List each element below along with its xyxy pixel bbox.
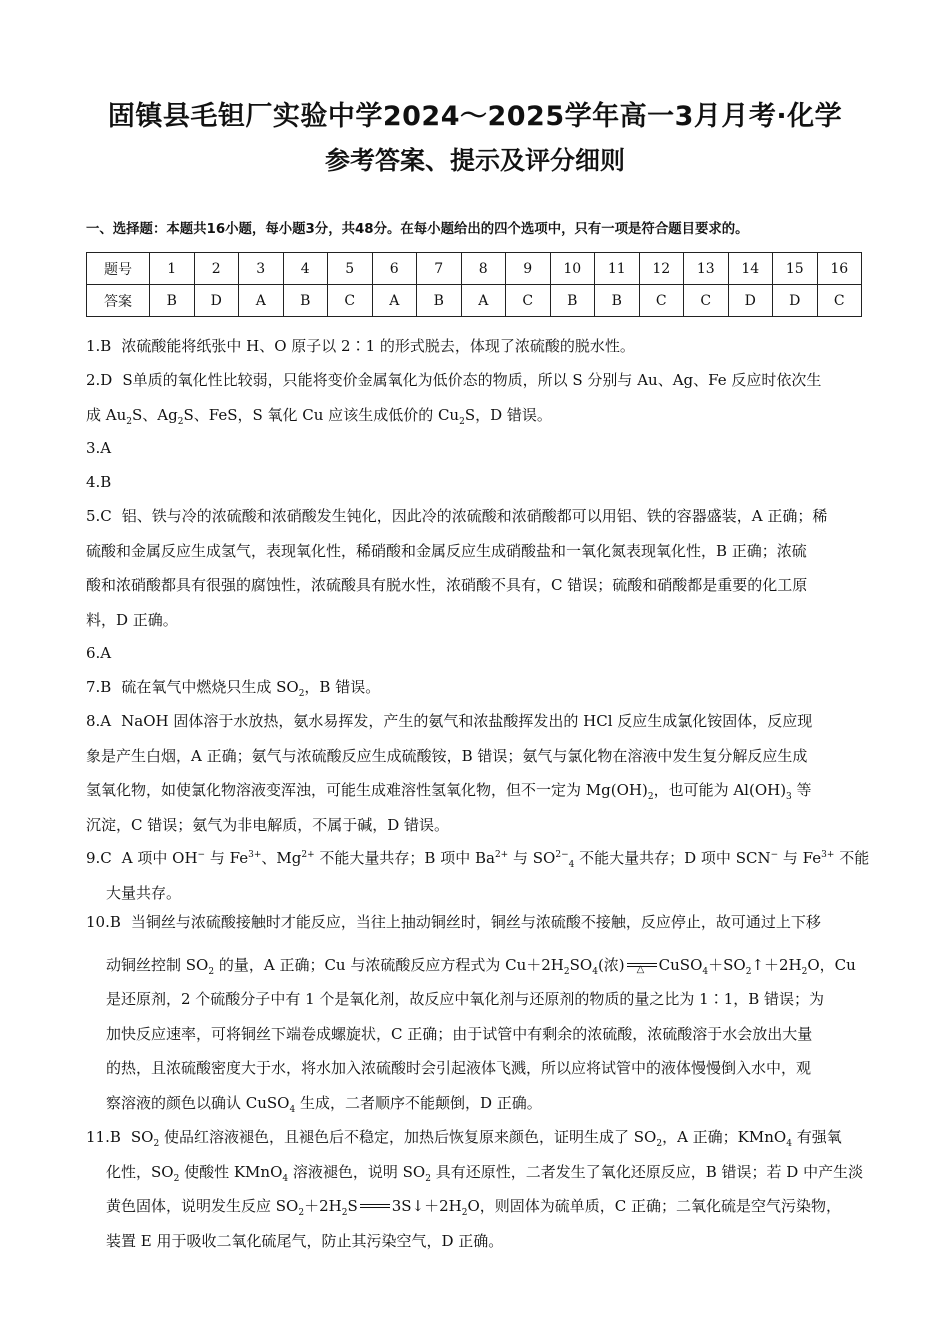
item-text: S，D 错误。: [464, 405, 552, 424]
answer-cell: C: [639, 285, 684, 317]
answer-cell: B: [150, 285, 195, 317]
item-text: ，也可能为 Al(OH): [653, 781, 787, 799]
item-text: O，则固体为硫单质，C 正确；二氧化硫是空气污染物，: [467, 1197, 842, 1215]
item-text: 大量共存。: [106, 883, 182, 902]
explanation-item-2: [86, 363, 871, 432]
item-text: 浓硫酸能将纸张中 H、O 原子以 2∶1 的形式脱去，体现了浓硫酸的脱水性。: [121, 337, 635, 355]
subscript: 2: [126, 416, 132, 427]
item-text: (浓): [597, 955, 625, 974]
subscript: 2: [425, 1173, 431, 1184]
answer-cell: C: [817, 285, 862, 317]
subscript: 2: [177, 416, 184, 427]
item-text: 使品红溶液褪色，且褪色后不稳定，加热后恢复原来颜色，证明生成了 SO: [159, 1128, 657, 1146]
superscript: 3+: [248, 850, 262, 860]
row-label-number: 题号: [87, 253, 150, 285]
subscript: 4: [568, 860, 575, 870]
question-number: 9: [506, 253, 551, 285]
subscript: 2: [801, 966, 808, 977]
item-text: 与 SO: [508, 849, 556, 867]
question-number: 10: [550, 253, 595, 285]
superscript: 3+: [821, 850, 835, 860]
item-text: 的热，且浓硫酸密度大于水，将水加入浓硫酸时会引起液体飞溅，所以应将试管中的液体慢慢倒入水中，观: [106, 1059, 812, 1077]
item-text: 察溶液的颜色以确认 CuSO: [106, 1093, 290, 1112]
subscript: 2: [563, 966, 570, 977]
subscript: 4: [289, 1104, 296, 1115]
item-text: 加快反应速率，可将铜丝下端卷成螺旋状，C 正确；由于试管中有剩余的浓硫酸，浓硫酸溶于水会放出大量: [106, 1024, 813, 1043]
equation-line: [86, 948, 871, 983]
item-text: 与 Fe: [778, 849, 822, 867]
item-text: 装置 E 用于吸收二氧化硫尾气，防止其污染空气，D 正确。: [106, 1231, 504, 1250]
question-number: 13: [684, 253, 729, 285]
explanation-item-4: [86, 465, 871, 500]
item-text: 不能大量共存；D 项中 SCN: [574, 849, 771, 867]
answer-cell: A: [461, 285, 506, 317]
item-text: 酸和浓硝酸都具有很强的腐蚀性，浓硫酸具有脱水性，浓硝酸不具有，C 错误；硫酸和硝酸都是重要的化工原: [86, 576, 808, 594]
answer-table-answer-row: [87, 285, 862, 317]
item-text: 、Mg: [261, 849, 302, 867]
item-text: 氢氧化物，如使氯化物溶液变浑浊，可能生成难溶性氢氧化物，但不一定为 Mg(OH): [86, 781, 648, 799]
superscript: 2+: [494, 850, 509, 860]
answer-cell: A: [372, 285, 417, 317]
answer-cell: C: [684, 285, 729, 317]
item-text: NaOH 固体溶于水放热，氨水易挥发，产生的氨气和浓盐酸挥发出的 HCl 反应生成氯化铵固体，反应现: [121, 712, 813, 730]
explanation-item-11: [86, 1120, 871, 1258]
item-number: 7.B: [86, 678, 112, 696]
item-text: S单质的氧化性比较弱，只能将变价金属氧化为低价态的物质，所以 S 分别与 Au、Ag、Fe 反应时依次生: [122, 371, 822, 389]
item-number: 3.A: [86, 439, 112, 457]
item-text: 象是产生白烟，A 正确；氨气与浓硫酸反应生成硫酸铵，B 错误；氨气与氯化物在溶液中发生复分解反应生成: [86, 746, 808, 765]
page-title: 固镇县毛钽厂实验中学2024～2025学年高一3月月考·化学: [107, 101, 843, 132]
question-number: 1: [150, 253, 195, 285]
subscript: 4: [282, 1173, 289, 1184]
item-text: SO: [130, 1128, 154, 1146]
item-text: ＋SO: [708, 955, 746, 974]
subscript: 3: [786, 792, 792, 802]
item-number: 11.B: [86, 1128, 121, 1146]
explanation-item-10: [86, 905, 871, 1120]
question-number: 14: [728, 253, 773, 285]
item-text: ，A 正确；KMnO: [662, 1128, 787, 1146]
item-text: S: [347, 1197, 358, 1215]
row-label-answer: 答案: [87, 285, 150, 317]
question-number: 6: [372, 253, 417, 285]
question-number: 3: [239, 253, 284, 285]
subscript: 4: [592, 966, 598, 977]
item-text: S、FeS，S 氧化 Cu 应该生成低价的 Cu: [183, 405, 460, 424]
item-text: 动铜丝控制 SO: [106, 955, 209, 974]
question-number: 12: [639, 253, 684, 285]
subscript: 4: [786, 1139, 792, 1149]
question-number: 8: [461, 253, 506, 285]
item-text: 生成，二者顺序不能颠倒，D 正确。: [295, 1093, 542, 1112]
item-text: 不能: [834, 849, 870, 867]
question-number: 4: [283, 253, 328, 285]
item-text: 有强氧: [791, 1128, 842, 1146]
answer-cell: B: [283, 285, 328, 317]
item-text: 不能大量共存；B 项中 Ba: [314, 849, 495, 867]
answer-cell: A: [239, 285, 284, 317]
item-text: 成 Au: [86, 405, 127, 424]
item-text-line: [86, 1189, 871, 1224]
subscript: 2: [298, 1208, 305, 1218]
question-number: 15: [773, 253, 818, 285]
item-number: 6.A: [86, 644, 112, 662]
item-text: 是还原剂，2 个硫酸分子中有 1 个是氧化剂，故反应中氧化剂与还原剂的物质的量之比为 1∶1，B 错误；为: [106, 990, 825, 1008]
equals-sign: [358, 1200, 392, 1214]
item-text: 溶液褪色，说明 SO: [288, 1162, 426, 1181]
item-text: S、Ag: [132, 405, 178, 424]
item-text: ＋2H: [304, 1197, 342, 1215]
explanation-item-5: [86, 499, 871, 637]
explanation-item-9: [86, 841, 871, 910]
item-text: 硫酸和金属反应生成氢气，表现氧化性，稀硝酸和金属反应生成硝酸盐和一氧化氮表现氧化性，B 正确；浓硫: [86, 541, 807, 560]
item-text: 化性，SO: [106, 1162, 174, 1181]
item-text: 与 Fe: [205, 849, 249, 867]
question-number: 2: [194, 253, 239, 285]
item-text: SO: [569, 955, 593, 974]
subscript: 4: [702, 966, 709, 977]
item-text: 当铜丝与浓硫酸接触时才能反应，当往上抽动铜丝时，铜丝与浓硫酸不接触，反应停止，故可通过上下移: [130, 913, 821, 931]
item-number: 1.B: [86, 337, 112, 355]
answer-cell: B: [595, 285, 640, 317]
subscript: 2: [341, 1208, 348, 1218]
subscript: 2: [173, 1173, 180, 1184]
item-number: 4.B: [86, 473, 112, 491]
item-text: 沉淀，C 错误；氨气为非电解质，不属于碱，D 错误。: [86, 815, 450, 834]
item-number: 5.C: [86, 507, 112, 525]
double-line: [360, 1204, 390, 1208]
answer-cell: D: [773, 285, 818, 317]
item-text: ，B 错误。: [304, 678, 381, 696]
superscript: −: [770, 850, 779, 860]
item-text-line: [86, 1086, 871, 1121]
item-number: 10.B: [86, 913, 121, 931]
item-text: 铝、铁与冷的浓硫酸和浓硝酸发生钝化，因此冷的浓硫酸和浓硝酸都可以用铝、铁的容器盛装，A 正确；稀: [121, 507, 828, 525]
item-text: CuSO: [658, 955, 703, 974]
heat-triangle-icon: △: [636, 963, 645, 975]
heating-equals-sign: [625, 959, 659, 973]
superscript: −: [197, 850, 206, 860]
explanation-item-7: [86, 670, 871, 705]
item-text: ↑＋2H: [751, 955, 802, 974]
question-number: 7: [417, 253, 462, 285]
answer-cell: C: [506, 285, 551, 317]
question-number: 5: [328, 253, 373, 285]
item-number: 2.D: [86, 371, 113, 389]
superscript: 2−: [555, 850, 569, 860]
item-text-line: [86, 1155, 871, 1190]
question-number: 16: [817, 253, 862, 285]
section-heading: 一、选择题：本题共16小题，每小题3分，共48分。在每小题给出的四个选项中，只有一项是符合题目要求的。: [86, 222, 749, 237]
subscript: 2: [208, 966, 215, 977]
answer-cell: D: [194, 285, 239, 317]
subscript: 2: [647, 792, 654, 802]
superscript: 2+: [301, 850, 315, 860]
answer-cell: D: [728, 285, 773, 317]
answer-table: [86, 252, 862, 317]
subscript: 2: [461, 1208, 468, 1218]
item-text: 使酸性 KMnO: [179, 1162, 283, 1181]
item-text: O，Cu: [807, 955, 856, 974]
explanation-item-6: [86, 636, 871, 671]
item-text: 料，D 正确。: [86, 610, 178, 629]
explanation-item-8: [86, 704, 871, 842]
answer-cell: C: [328, 285, 373, 317]
subscript: 2: [459, 416, 465, 427]
answer-table-number-row: [87, 253, 862, 285]
question-number: 11: [595, 253, 640, 285]
item-text: 具有还原性，二者发生了氧化还原反应，B 错误；若 D 中产生淡: [430, 1162, 864, 1181]
subscript: 2: [153, 1139, 160, 1149]
explanation-item-1: [86, 329, 871, 364]
item-text: 3S↓＋2H: [391, 1197, 462, 1215]
item-number: 8.A: [86, 712, 112, 730]
item-text: 的量，A 正确；Cu 与浓硫酸反应方程式为 Cu＋2H: [214, 955, 564, 974]
subscript: 2: [656, 1139, 663, 1149]
explanation-item-3: [86, 431, 871, 466]
subscript: 2: [298, 689, 305, 699]
item-number: 9.C: [86, 849, 112, 867]
item-text: A 项中 OH: [121, 849, 198, 867]
double-line: [627, 963, 657, 967]
page-subtitle: 参考答案、提示及评分细则: [324, 146, 625, 175]
item-text: 硫在氧气中燃烧只生成 SO: [121, 678, 299, 696]
item-text: 等: [791, 781, 812, 799]
answer-cell: B: [417, 285, 462, 317]
answer-cell: B: [550, 285, 595, 317]
subscript: 2: [745, 966, 752, 977]
item-text: 黄色固体，说明发生反应 SO: [106, 1197, 299, 1215]
